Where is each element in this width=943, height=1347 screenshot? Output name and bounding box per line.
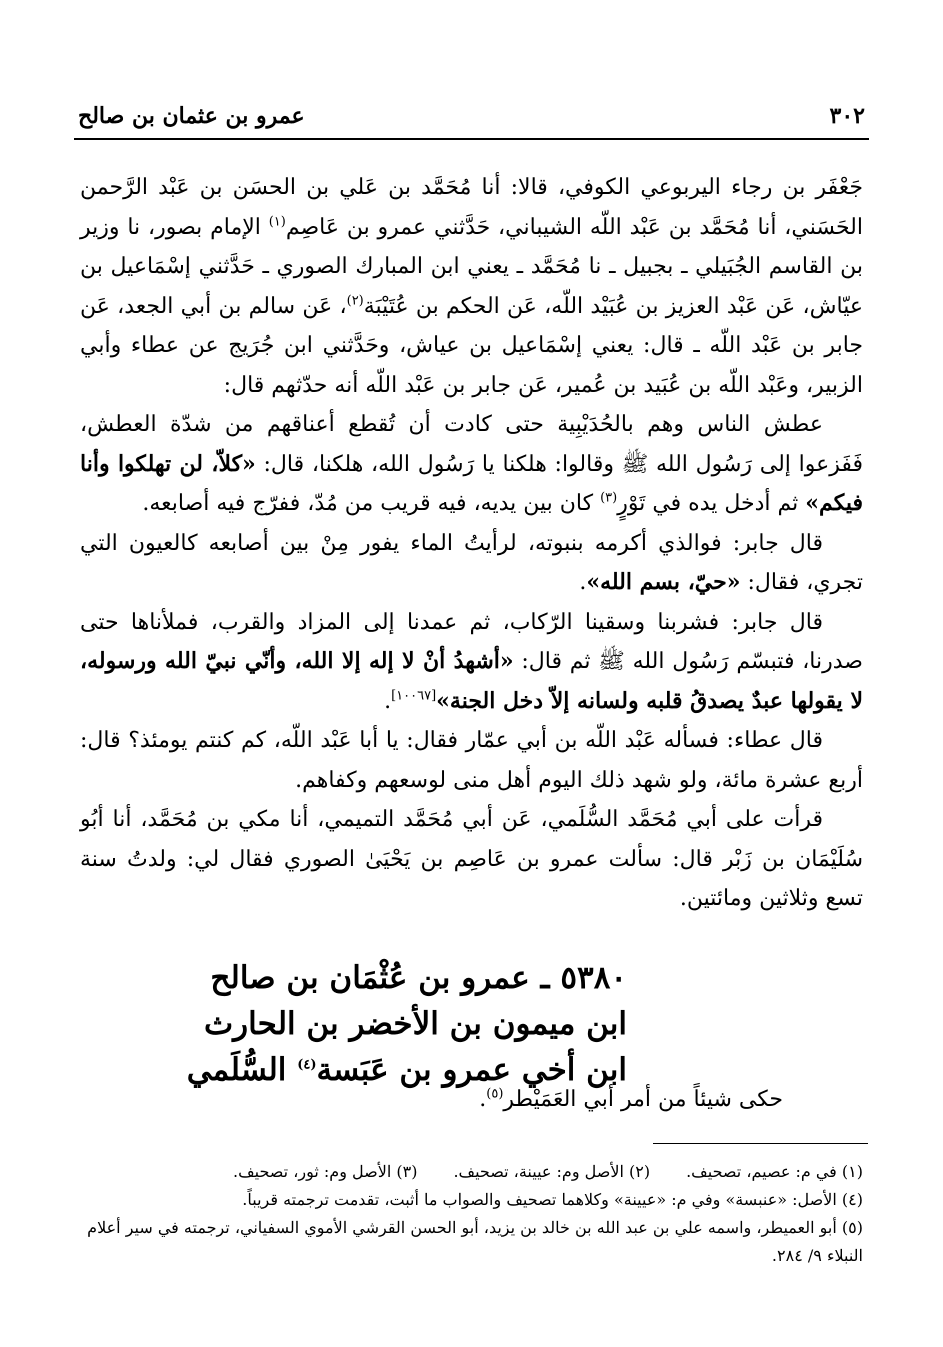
- text-run: قال جابر: فوالذي أكرمه بنبوته، لرأيتُ الماء يفور مِنْ بين أصابعه كالعيون التي تجري، فقال:: [80, 530, 863, 595]
- paragraph-jabir-2: [80, 603, 863, 722]
- footnote-2: (٢) الأصل وم: عيينة، تصحيف.: [453, 1162, 651, 1181]
- text-run: .: [579, 570, 587, 595]
- paragraph-hadith: [80, 405, 863, 524]
- footnote-marker: (٢): [346, 293, 364, 309]
- bold-quote: «أشهدُ أنْ لا إله إلا الله، وأنّي نبيّ الله ورسوله، لا يقولها عبدٌ يصدقُ قلبه ولسانه إلاّ دخل الجنة»: [80, 648, 863, 714]
- running-title: عمرو بن عثمان بن صالح: [78, 103, 305, 129]
- footnote-5: (٥) أبو العميطر، واسمه علي بن عبد الله بن خالد بن يزيد، أبو الحسن القرشي الأموي السفياني، ترجمته في سير أعلام النبلاء ٩/ ٢٨٤.: [87, 1218, 863, 1265]
- text-run: ، عَن سالم بن أبي الجعد، عَن جابر بن عَبْد اللّه ـ قال: يعني إسْمَاعيل بن عياش، وحَدَّثني ابن جُرَيج عن عطاء وأبي الزبير، وعَبْد اللّه بن عُبَيد بن عُمير، عَن جابر بن عَبْد اللّه أنه حدّثهم قال:: [80, 293, 863, 398]
- text-run: عطش الناس وهم بالحُدَيْبِية حتى كادت أن تُقطع أعناقهم من شدّة العطش، فَفَزعوا إلى رَسُول الله ﷺ وقالوا: هلكنا يا رَسُول الله، هلكنا، قال:: [80, 412, 863, 477]
- text-run: .: [384, 688, 392, 714]
- paragraph-isnad: [80, 168, 863, 405]
- footnote-rule: [653, 1143, 868, 1144]
- bold-quote: «كلاّ، لن تهلكوا وأنا فيكم»: [80, 450, 863, 516]
- text-run: الإمام بصور، نا وزير بن القاسم الجُبَيلي ـ بجبيل ـ نا مُحَمَّد ـ يعني ابن المبارك الصوري ـ حَدَّثني إسْمَاعيل بن عيّاش، عَن عَبْد العزيز بن عُبَيْد اللّه، عَن الحكم بن عُتَيْبَة: [80, 214, 863, 319]
- footnote-1: (١) في م: عصيم، تصحيف.: [686, 1162, 863, 1181]
- page-number: ٣٠٢: [829, 103, 865, 129]
- footnote-marker: (٥): [486, 1086, 504, 1102]
- text-run: قال جابر: فشربنا وسقينا الرّكاب، ثم عمدنا إلى المزاد والقرب، فملأناها حتى صدرنا، فتبسّم رَسُول الله ﷺ ثم قال:: [80, 609, 863, 674]
- footnote-marker: (٤): [297, 1057, 317, 1073]
- paragraph-qara: قرأت على أبي مُحَمَّد السُّلَمي، عَن أبي مُحَمَّد التميمي، أنا مكي بن مُحَمَّد، أنا أبُو سُلَيْمَان بن زَبْر قال: سألت عمرو بن عَاصِم بن يَحْيَىٰ الصوري فقال لي: ولدتُ سنة تسع وثلاثين ومائتين.: [80, 807, 863, 911]
- header-rule: [74, 138, 869, 140]
- bold-quote: «حيّ، بسم الله»: [586, 569, 741, 595]
- text-run: .: [479, 1087, 487, 1112]
- entry-note: [80, 1080, 863, 1120]
- main-text: [80, 168, 863, 919]
- text-run: ابن أخي عمرو بن عَبَسة: [316, 1052, 627, 1088]
- footnote-4: (٤) الأصل: «عنبسة» وفي م: «عيينة» وكلاهما تصحيف والصواب ما أثبت، تقدمت ترجمته قريباً.: [242, 1190, 863, 1209]
- running-header: [78, 98, 865, 134]
- paragraph-jabir-1: [80, 524, 863, 603]
- footnote-3: (٣) الأصل وم: ثور، تصحيف.: [232, 1162, 418, 1181]
- text-run: حكى شيئاً من أمر أبي العَمَيْطر: [503, 1087, 783, 1112]
- entry-line-2: ابن ميمون بن الأخضر بن الحارث: [203, 1006, 627, 1042]
- paragraph-ata: قال عطاء: فسأله عَبْد اللّه بن أبي عمّار فقال: يا أبا عَبْد اللّه، كم كنتم يومئذ؟ قال: أربع عشرة مائة، ولو شهد ذلك اليوم أهل منى لوسعهم وكفاهم.: [80, 728, 863, 793]
- entry-heading: [80, 955, 863, 1093]
- text-run: جَعْفَر بن رجاء اليربوعي الكوفي، قالا: أنا مُحَمَّد بن عَلي بن الحسَن بن عَبْد الرَّحمن الحَسَني، أنا مُحَمَّد بن عَبْد اللّه الشيباني، حَدَّثني عمرو بن عَاصِم: [80, 175, 863, 240]
- text-run: كان بين يديه، فيه قريب من مُدّ، ففرّج فيه أصابعه.: [142, 491, 601, 516]
- text-run: ثم أدخل يده في تَوْرٍ: [617, 491, 806, 516]
- hadith-number: [١٠٠٦٧]: [391, 688, 437, 704]
- footnote-marker: (١): [268, 214, 286, 230]
- footnotes: [80, 1158, 863, 1270]
- entry-line-1: ٥٣٨٠ ـ عمرو بن عُثْمَان بن صالح: [210, 960, 627, 996]
- footnote-marker: (٣): [600, 490, 618, 506]
- text-run: السُّلَمي: [186, 1052, 298, 1088]
- footnote-line-1: [80, 1158, 863, 1186]
